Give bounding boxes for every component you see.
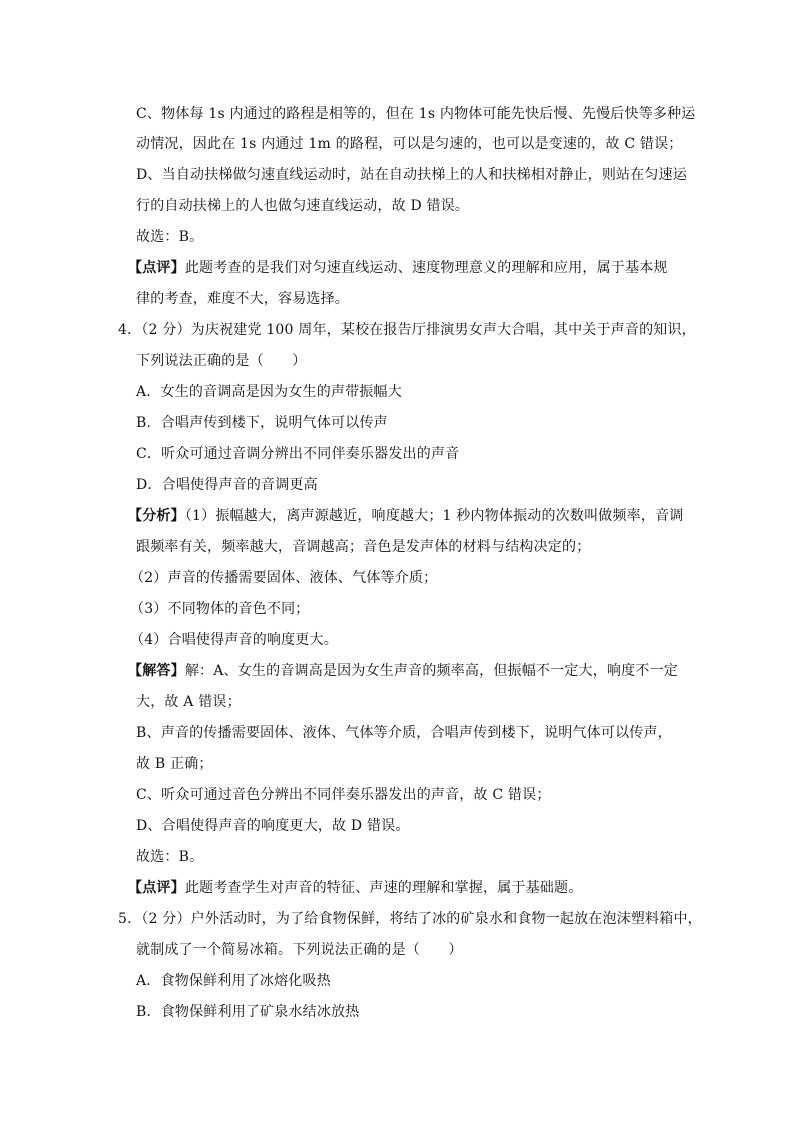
q4-solution-line4: 故 B 正确； — [136, 756, 213, 772]
q4-option-b: B．合唱声传到楼下，说明气体可以传声 — [136, 415, 388, 431]
q4-comment-line1 — [128, 878, 582, 898]
q4-comment-text: 此题考查学生对声音的特征、声速的理解和掌握，属于基础题。 — [184, 880, 583, 896]
q4-analysis-line1 — [128, 506, 683, 526]
q4-stem-line2: 下列说法正确的是（ ） — [136, 353, 307, 369]
q3-option-c-explanation-line2: 动情况，因此在 1s 内通过 1m 的路程，可以是匀速的，也可以是变速的，故 C 错误； — [136, 136, 683, 152]
q4-analysis-text: （1）振幅越大，离声源越近，响度越大；1 秒内物体振动的次数叫做频率，音调 — [184, 508, 684, 524]
q4-comment-tag: 【点评】 — [128, 880, 185, 896]
q4-solution-line3: B、声音的传播需要固体、液体、气体等介质，合唱声传到楼下，说明气体可以传声， — [136, 725, 672, 741]
q3-answer: 故选：B。 — [136, 229, 204, 245]
q4-solution-text: 解：A、女生的音调高是因为女生声音的频率高，但振幅不一定大，响度不一定 — [184, 663, 678, 679]
q5-stem-line2: 就制成了一个简易冰箱。下列说法正确的是（ ） — [136, 942, 463, 958]
q3-comment-text: 此题考查的是我们对匀速直线运动、速度物理意义的理解和应用，属于基本规 — [184, 260, 668, 276]
q4-solution-line1 — [128, 661, 678, 681]
q3-option-c-explanation-line1: C、物体每 1s 内通过的路程是相等的，但在 1s 内物体可能先快后慢、先慢后快等多种运 — [136, 106, 696, 122]
q4-solution-line2: 大，故 A 错误； — [136, 694, 241, 710]
q3-comment-line2: 律的考查，难度不大，容易选择。 — [136, 291, 349, 307]
q4-option-a: A．女生的音调高是因为女生的声带振幅大 — [136, 384, 402, 400]
q5-stem-line1: 5．（2 分）户外活动时，为了给食物保鲜，将结了冰的矿泉水和食物一起放在泡沫塑料箱中， — [118, 911, 702, 927]
q4-analysis-line4: （3）不同物体的音色不同； — [130, 601, 310, 617]
q4-analysis-tag: 【分析】 — [128, 508, 185, 524]
q4-answer: 故选：B。 — [136, 849, 204, 865]
q4-solution-line5: C、听众可通过音色分辨出不同伴奏乐器发出的声音，故 C 错误； — [136, 787, 551, 803]
q4-analysis-line5: （4）合唱使得声音的响度更大。 — [130, 632, 338, 648]
q4-solution-tag: 【解答】 — [128, 663, 185, 679]
q3-option-d-explanation-line1: D、当自动扶梯做匀速直线运动时，站在自动扶梯上的人和扶梯相对静止，则站在匀速运 — [136, 167, 688, 183]
q4-analysis-line2: 跟频率有关，频率越大，音调越高；音色是发声体的材料与结构决定的； — [136, 539, 591, 555]
q4-option-c: C．听众可通过音调分辨出不同伴奏乐器发出的声音 — [136, 446, 460, 462]
q3-comment-tag: 【点评】 — [128, 260, 185, 276]
q4-option-d: D．合唱使得声音的音调更高 — [136, 477, 318, 493]
q4-analysis-line3: （2）声音的传播需要固体、液体、气体等介质； — [130, 570, 438, 586]
q3-comment-line1 — [128, 258, 668, 278]
q3-option-d-explanation-line2: 行的自动扶梯上的人也做匀速直线运动，故 D 错误。 — [136, 198, 470, 214]
q4-solution-line6: D、合唱使得声音的响度更大，故 D 错误。 — [136, 818, 410, 834]
q5-option-a: A．食物保鲜利用了冰熔化吸热 — [136, 973, 331, 989]
q5-option-b: B．食物保鲜利用了矿泉水结冰放热 — [136, 1004, 360, 1020]
q4-stem-line1: 4．（2 分）为庆祝建党 100 周年，某校在报告厅排演男女声大合唱，其中关于声音的知识， — [118, 322, 696, 338]
